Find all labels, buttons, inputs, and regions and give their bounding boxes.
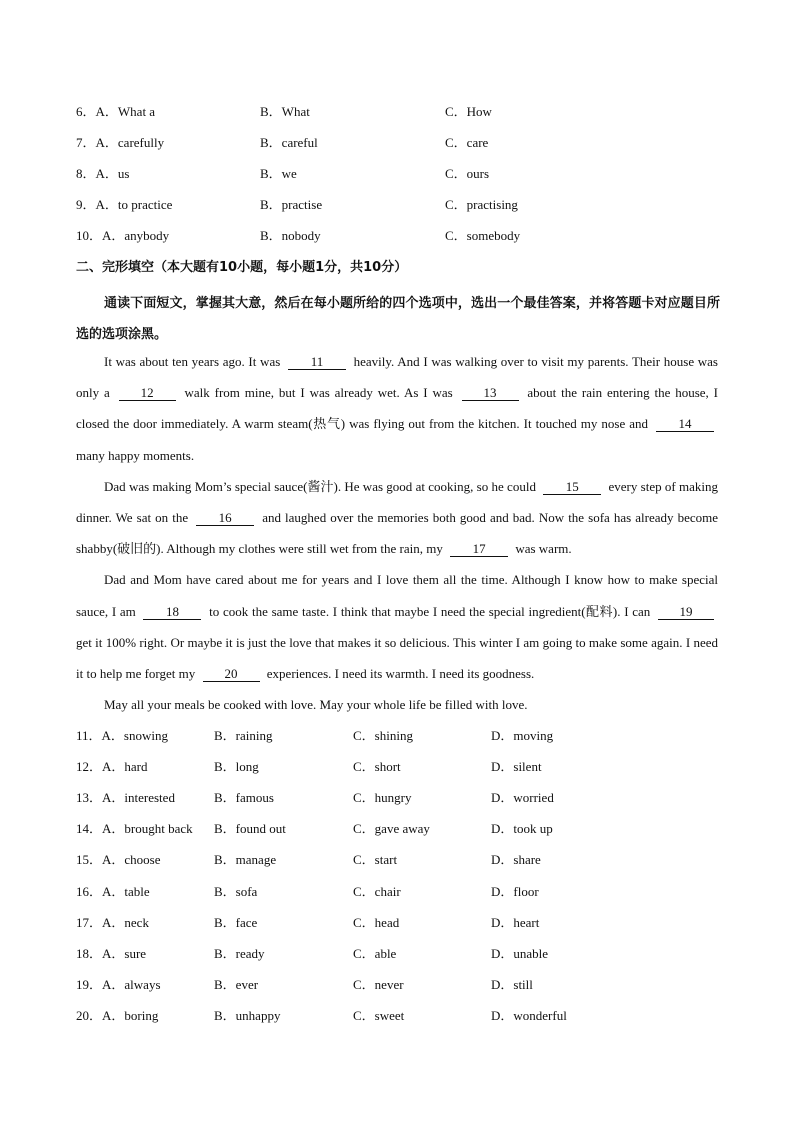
option-a: 15．A．choose: [76, 852, 161, 867]
question-13-options: [0, 788, 794, 808]
option-d: D．heart: [491, 915, 540, 930]
option-b: B．ever: [214, 977, 259, 992]
option-c: C．practising: [445, 197, 518, 212]
question-16-options: [0, 882, 794, 902]
question-14-options: [0, 819, 794, 839]
option-a: 6．A．What a: [76, 104, 156, 119]
blank-14[interactable]: 14: [656, 417, 714, 432]
question-10-options: [0, 226, 794, 246]
option-a: 19．A．always: [76, 977, 161, 992]
option-a: 20．A．boring: [76, 1008, 159, 1023]
blank-15[interactable]: 15: [543, 480, 601, 495]
option-d: D．still: [491, 977, 533, 992]
option-a: 12．A．hard: [76, 759, 148, 774]
option-b: B．long: [214, 759, 259, 774]
option-c: C．sweet: [353, 1008, 405, 1023]
option-a: 8．A．us: [76, 166, 130, 181]
option-c: C．ours: [445, 166, 490, 181]
question-15-options: [0, 850, 794, 870]
option-a: 11．A．snowing: [76, 728, 168, 743]
option-b: B．manage: [214, 852, 277, 867]
option-b: B．we: [260, 166, 297, 181]
option-a: 14．A．brought back: [76, 821, 193, 836]
option-b: B．sofa: [214, 884, 258, 899]
question-12-options: [0, 757, 794, 777]
option-c: C．hungry: [353, 790, 412, 805]
blank-11[interactable]: 11: [288, 355, 346, 370]
option-b: B．raining: [214, 728, 273, 743]
cloze-passage: [76, 346, 718, 720]
blank-18[interactable]: 18: [143, 605, 201, 620]
option-b: B．unhappy: [214, 1008, 281, 1023]
passage-paragraph-1: It was about ten years ago. It was 11 heavily. And I was walking over to visit my parents. Their house was only a 12 walk from mine, but I was already wet. As I was 13 about the rain entering the house, I closed the door immediately. A warm steam(热气) was flying out from the kitchen. It touched my nose and 14 many happy moments.: [76, 354, 718, 463]
blank-16[interactable]: 16: [196, 511, 254, 526]
option-b: B．What: [260, 104, 310, 119]
option-d: D．moving: [491, 728, 554, 743]
option-c: C．How: [445, 104, 492, 119]
question-11-options: [0, 726, 794, 746]
option-d: D．silent: [491, 759, 542, 774]
option-c: C．able: [353, 946, 397, 961]
option-a: 17．A．neck: [76, 915, 149, 930]
option-a: 7．A．carefully: [76, 135, 165, 150]
section-heading: 二、完形填空（本大题有10小题，每小题1分，共10分）: [76, 260, 408, 275]
option-c: C．chair: [353, 884, 401, 899]
option-d: D．wonderful: [491, 1008, 567, 1023]
passage-paragraph-4: May all your meals be cooked with love. May your whole life be filled with love.: [104, 697, 528, 713]
option-d: D．unable: [491, 946, 549, 961]
question-6-options: [0, 102, 794, 122]
option-c: C．shining: [353, 728, 413, 743]
blank-12[interactable]: 12: [119, 386, 176, 401]
option-b: B．nobody: [260, 228, 321, 243]
question-18-options: [0, 944, 794, 964]
blank-19[interactable]: 19: [658, 605, 714, 620]
option-d: D．share: [491, 852, 541, 867]
option-c: C．care: [445, 135, 489, 150]
option-c: C．head: [353, 915, 400, 930]
option-d: D．floor: [491, 884, 539, 899]
option-a: 10．A．anybody: [76, 228, 170, 243]
question-9-options: [0, 195, 794, 215]
question-7-options: [0, 133, 794, 153]
option-b: B．ready: [214, 946, 265, 961]
blank-20[interactable]: 20: [203, 667, 260, 682]
option-b: B．famous: [214, 790, 274, 805]
option-a: 16．A．table: [76, 884, 150, 899]
option-d: D．took up: [491, 821, 553, 836]
section-instruction: 通读下面短文，掌握其大意，然后在每小题所给的四个选项中，选出一个最佳答案，并将答题卡对应题目所选的选项涂黑。: [76, 296, 720, 342]
passage-paragraph-2: Dad was making Mom’s special sauce(酱汁). He was good at cooking, so he could 15 every step of making dinner. We sat on the 16 and laughed over the memories both good and bad. Now the sofa has already become shabby(破旧的). Although my clothes were still wet from the rain, my 17 was warm.: [76, 478, 718, 557]
blank-13[interactable]: 13: [462, 386, 519, 401]
passage-paragraph-3: Dad and Mom have cared about me for years and I love them all the time. Although I know how to make special sauce, I am 18 to cook the same taste. I think that maybe I need the special ingredient(配料). I can 19 get it 100% right. Or maybe it is just the love that makes it so delicious. This winter I am going to make some again. I need it to help me forget my 20 experiences. I need its warmth. I need its goodness.: [76, 572, 718, 682]
option-b: B．face: [214, 915, 258, 930]
option-d: D．worried: [491, 790, 554, 805]
question-19-options: [0, 975, 794, 995]
blank-17[interactable]: 17: [450, 542, 508, 557]
question-20-options: [0, 1006, 794, 1026]
option-a: 9．A．to practice: [76, 197, 173, 212]
option-c: C．somebody: [445, 228, 521, 243]
option-c: C．start: [353, 852, 398, 867]
option-c: C．never: [353, 977, 404, 992]
option-a: 18．A．sure: [76, 946, 147, 961]
question-8-options: [0, 164, 794, 184]
option-b: B．careful: [260, 135, 318, 150]
option-b: B．found out: [214, 821, 286, 836]
question-17-options: [0, 913, 794, 933]
option-c: C．gave away: [353, 821, 430, 836]
option-a: 13．A．interested: [76, 790, 175, 805]
option-c: C．short: [353, 759, 401, 774]
option-b: B．practise: [260, 197, 323, 212]
